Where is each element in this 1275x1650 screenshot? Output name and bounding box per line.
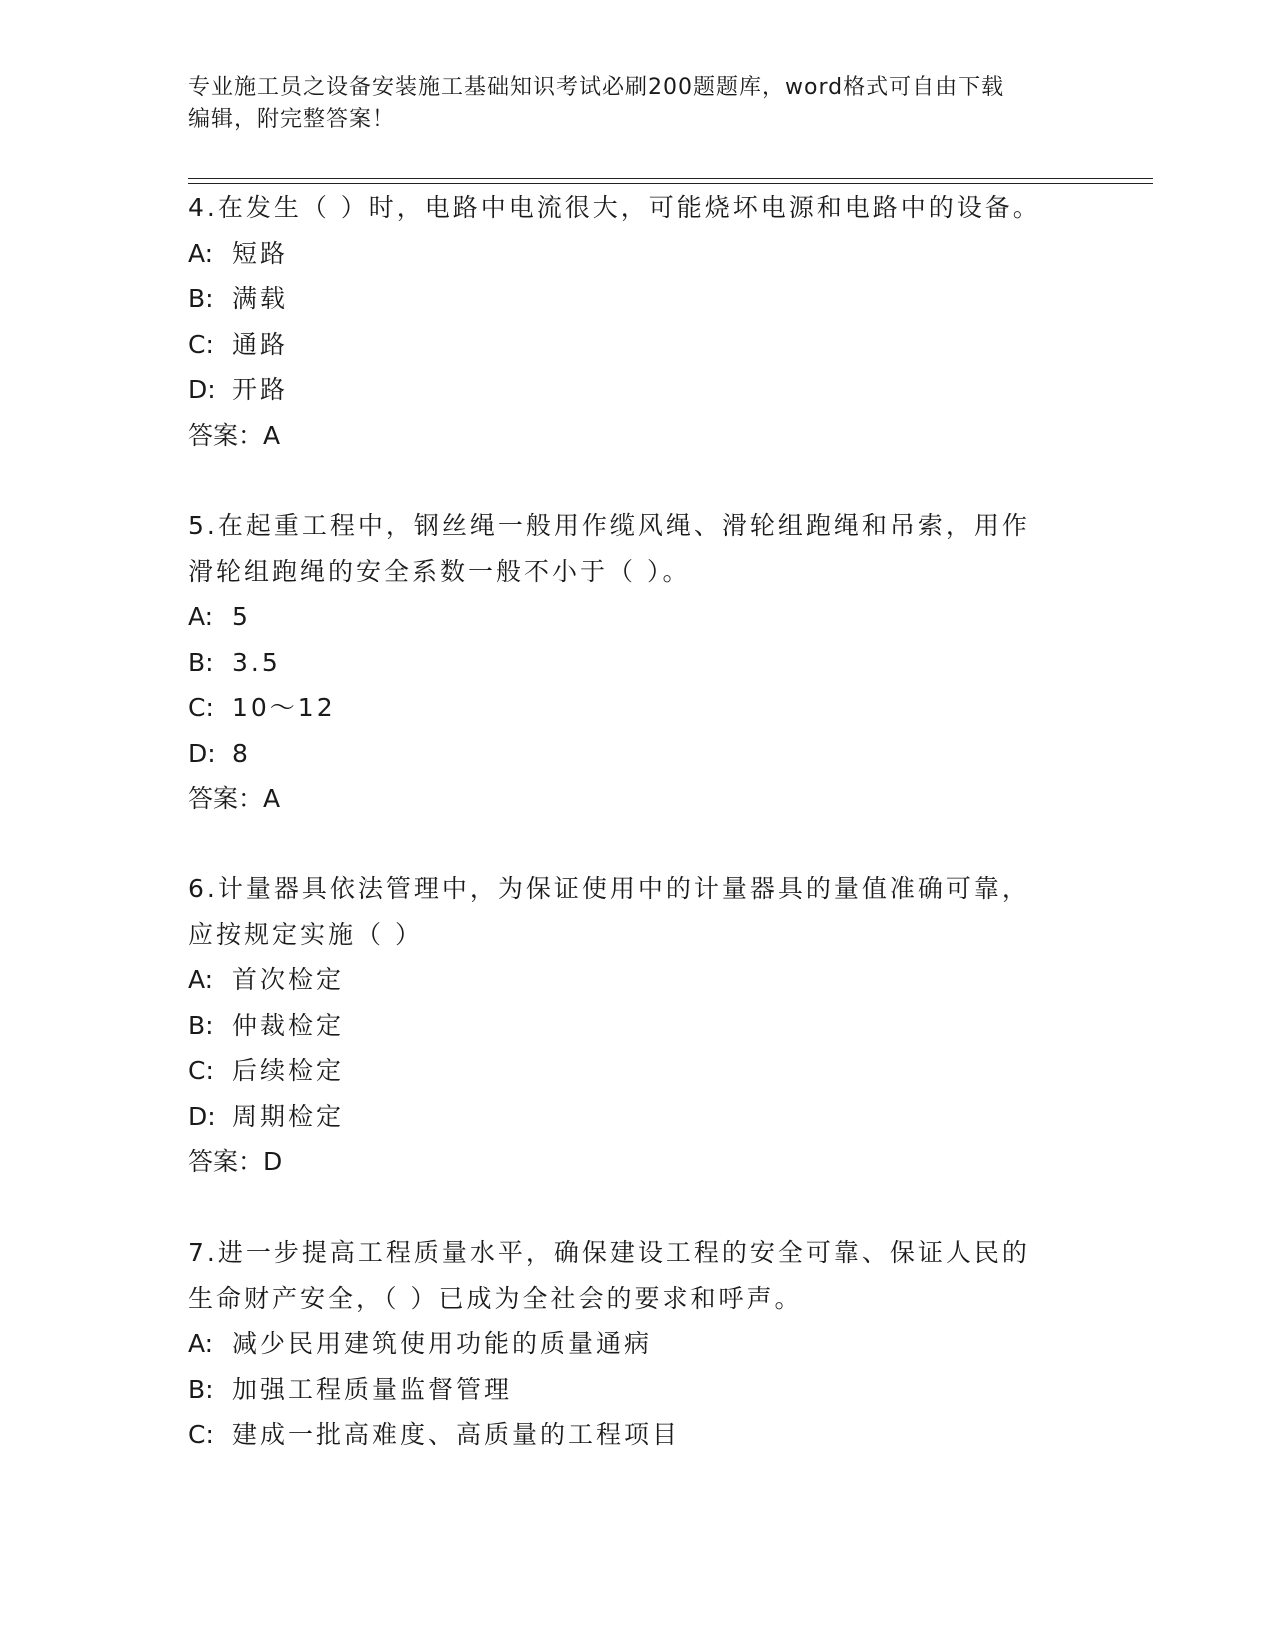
question-5 xyxy=(188,503,1068,822)
question-stem: 5.在起重工程中，钢丝绳一般用作缆风绳、滑轮组跑绳和吊索，用作 xyxy=(188,511,1030,540)
option-text: 5 xyxy=(232,602,251,631)
question-7 xyxy=(188,1230,1068,1458)
option-text: 周期检定 xyxy=(232,1101,345,1131)
option-a xyxy=(188,594,1068,640)
option-label: B: xyxy=(188,284,214,313)
option-label: C: xyxy=(188,693,214,722)
option-label: C: xyxy=(188,1420,214,1449)
option-text: 通路 xyxy=(232,329,289,359)
option-c xyxy=(188,685,1068,731)
option-text: 后续检定 xyxy=(232,1056,345,1085)
option-text: 满载 xyxy=(232,284,289,313)
option-label: B: xyxy=(188,1374,214,1404)
question-6 xyxy=(188,866,1068,1185)
header-divider-top xyxy=(188,178,1153,179)
option-d xyxy=(188,367,1068,413)
option-b xyxy=(188,640,1068,686)
option-label: B: xyxy=(188,647,214,677)
option-c xyxy=(188,322,1068,368)
option-label: D: xyxy=(188,738,216,768)
question-stem: 7.进一步提高工程质量水平，确保建设工程的安全可靠、保证人民的 xyxy=(188,1238,1030,1267)
document-header xyxy=(188,72,1068,136)
question-stem: 4.在发生（ ）时，电路中电流很大，可能烧坏电源和电路中的设备。 xyxy=(188,193,1041,222)
option-text: 短路 xyxy=(232,238,289,268)
option-text: 减少民用建筑使用功能的质量通病 xyxy=(232,1329,653,1358)
option-d xyxy=(188,731,1068,777)
question-stem-continued: 生命财产安全，（ ）已成为全社会的要求和呼声。 xyxy=(188,1283,803,1313)
question-stem-continued: 应按规定实施（ ） xyxy=(188,919,423,949)
option-text: 3.5 xyxy=(232,647,281,677)
answer-line: 答案：A xyxy=(188,784,281,813)
option-label: A: xyxy=(188,1329,214,1358)
header-divider-bottom xyxy=(188,183,1153,184)
option-text: 加强工程质量监督管理 xyxy=(232,1374,513,1404)
question-stem-continued: 滑轮组跑绳的安全系数一般不小于（ ）。 xyxy=(188,556,691,586)
header-line-2: 编辑，附完整答案！ xyxy=(188,107,396,132)
option-label: B: xyxy=(188,1010,214,1040)
header-line-1: 专业施工员之设备安装施工基础知识考试必刷200题题库，word格式可自由下载 xyxy=(188,75,1005,100)
option-a xyxy=(188,957,1068,1003)
option-text: 建成一批高难度、高质量的工程项目 xyxy=(232,1420,681,1449)
option-a xyxy=(188,231,1068,277)
option-b xyxy=(188,1367,1068,1413)
option-c xyxy=(188,1412,1068,1458)
option-label: D: xyxy=(188,1101,216,1131)
option-b xyxy=(188,276,1068,322)
option-label: A: xyxy=(188,238,214,268)
option-text: 首次检定 xyxy=(232,965,345,994)
question-4 xyxy=(188,185,1068,458)
option-d xyxy=(188,1094,1068,1140)
option-label: A: xyxy=(188,602,214,631)
option-a xyxy=(188,1321,1068,1367)
option-text: 8 xyxy=(232,738,251,768)
question-stem: 6.计量器具依法管理中，为保证使用中的计量器具的量值准确可靠， xyxy=(188,874,1030,903)
option-label: C: xyxy=(188,329,214,359)
option-text: 仲裁检定 xyxy=(232,1010,345,1040)
option-label: D: xyxy=(188,375,216,404)
option-c xyxy=(188,1048,1068,1094)
answer-line: 答案：D xyxy=(188,1147,283,1176)
option-label: A: xyxy=(188,965,214,994)
option-label: C: xyxy=(188,1056,214,1085)
option-b xyxy=(188,1003,1068,1049)
option-text: 开路 xyxy=(232,375,289,404)
answer-line: 答案：A xyxy=(188,420,281,450)
option-text: 10～12 xyxy=(232,693,336,722)
